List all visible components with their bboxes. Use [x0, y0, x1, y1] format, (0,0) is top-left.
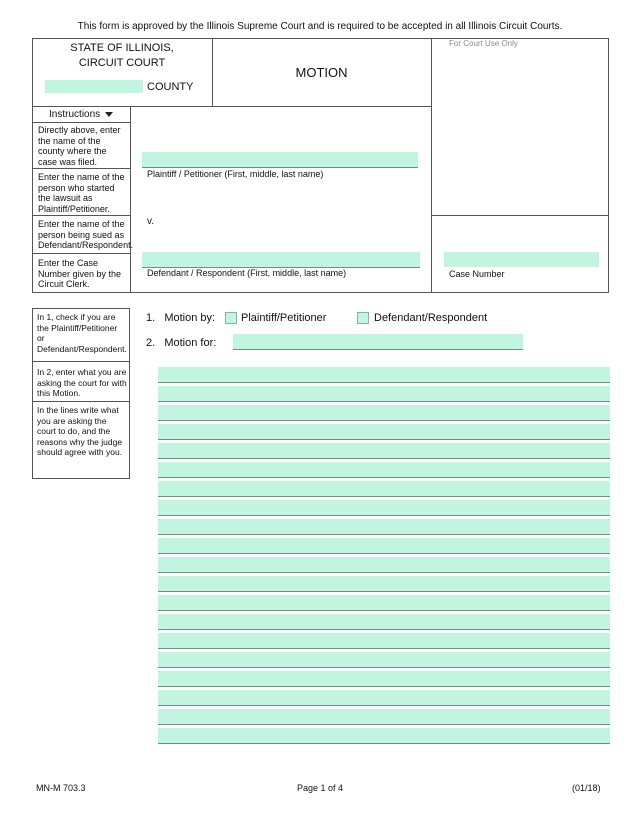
note-reasons: In the lines write what you are asking the court to do, and the reasons why the judge should agree with you.	[37, 405, 123, 457]
chevron-down-icon	[105, 112, 113, 117]
motion-by-label: 1. Motion by:	[146, 312, 216, 324]
defendant-option-label: Defendant/Respondent	[374, 312, 488, 324]
instructions-rule-2	[32, 168, 130, 169]
defendant-label: Defendant / Respondent (First, middle, last name)	[147, 268, 347, 278]
county-input[interactable]	[45, 80, 143, 93]
reason-line-input[interactable]	[158, 405, 610, 421]
circuit-court-label: CIRCUIT COURT	[78, 57, 166, 69]
reason-line-input[interactable]	[158, 671, 610, 687]
motion-for-label: 2. Motion for:	[146, 337, 217, 349]
case-number-label: Case Number	[449, 269, 505, 279]
side-notes-rule-1	[32, 361, 130, 362]
revision-date: (01/18)	[572, 783, 601, 793]
caption-rule-header	[32, 106, 432, 107]
form-code: MN-M 703.3	[36, 783, 86, 793]
plaintiff-option-label: Plaintiff/Petitioner	[241, 312, 327, 324]
reason-line-input[interactable]	[158, 519, 610, 535]
reason-line-input[interactable]	[158, 576, 610, 592]
page-number: Page 1 of 4	[296, 783, 344, 793]
instruction-county: Directly above, enter the name of the county where the case was filed.	[38, 125, 121, 167]
instructions-rule-4	[32, 253, 130, 254]
note-motion-for: In 2, enter what you are asking the court for with this Motion.	[37, 367, 127, 398]
instruction-defendant: Enter the name of the person being sued as Defendant/Respondent.	[38, 219, 134, 250]
reason-line-input[interactable]	[158, 595, 610, 611]
defendant-checkbox[interactable]	[357, 312, 369, 324]
instructions-header[interactable]	[32, 109, 130, 120]
court-use-rule	[431, 215, 609, 216]
reason-line-input[interactable]	[158, 386, 610, 402]
reason-line-input[interactable]	[158, 481, 610, 497]
instructions-rule-1	[32, 122, 130, 123]
caption-divider-right	[431, 38, 432, 293]
reason-line-input[interactable]	[158, 367, 610, 383]
plaintiff-label: Plaintiff / Petitioner (First, middle, last name)	[147, 169, 324, 179]
caption-divider-left	[130, 106, 131, 293]
reason-line-input[interactable]	[158, 633, 610, 649]
reason-line-input[interactable]	[158, 424, 610, 440]
plaintiff-checkbox[interactable]	[225, 312, 237, 324]
reason-line-input[interactable]	[158, 614, 610, 630]
case-number-input[interactable]	[444, 252, 599, 267]
reason-line-input[interactable]	[158, 538, 610, 554]
defendant-input[interactable]	[142, 252, 420, 268]
side-notes-rule-2	[32, 401, 130, 402]
reason-line-input[interactable]	[158, 500, 610, 516]
reason-line-input[interactable]	[158, 443, 610, 459]
plaintiff-input[interactable]	[142, 152, 418, 168]
reason-line-input[interactable]	[158, 728, 610, 744]
reason-line-input[interactable]	[158, 462, 610, 478]
instructions-rule-3	[32, 215, 130, 216]
reason-line-input[interactable]	[158, 557, 610, 573]
versus-label: v.	[147, 216, 155, 227]
reason-line-input[interactable]	[158, 709, 610, 725]
reason-line-input[interactable]	[158, 652, 610, 668]
form-title: MOTION	[295, 65, 348, 80]
instruction-case-number: Enter the Case Number given by the Circuit Clerk.	[38, 258, 122, 289]
instruction-plaintiff: Enter the name of the person who started the lawsuit as Plaintiff/Petitioner.	[38, 172, 125, 214]
county-label: COUNTY	[147, 81, 194, 93]
instructions-label: Instructions	[49, 109, 101, 120]
note-check: In 1, check if you are the Plaintiff/Petitioner or Defendant/Respondent.	[37, 312, 127, 354]
approval-notice: This form is approved by the Illinois Supreme Court and is required to be accepted in all Illinois Circuit Courts.	[77, 21, 563, 32]
court-use-label: For Court Use Only	[449, 39, 518, 48]
state-label: STATE OF ILLINOIS,	[70, 42, 174, 54]
motion-for-input[interactable]	[233, 334, 523, 350]
reason-line-input[interactable]	[158, 690, 610, 706]
